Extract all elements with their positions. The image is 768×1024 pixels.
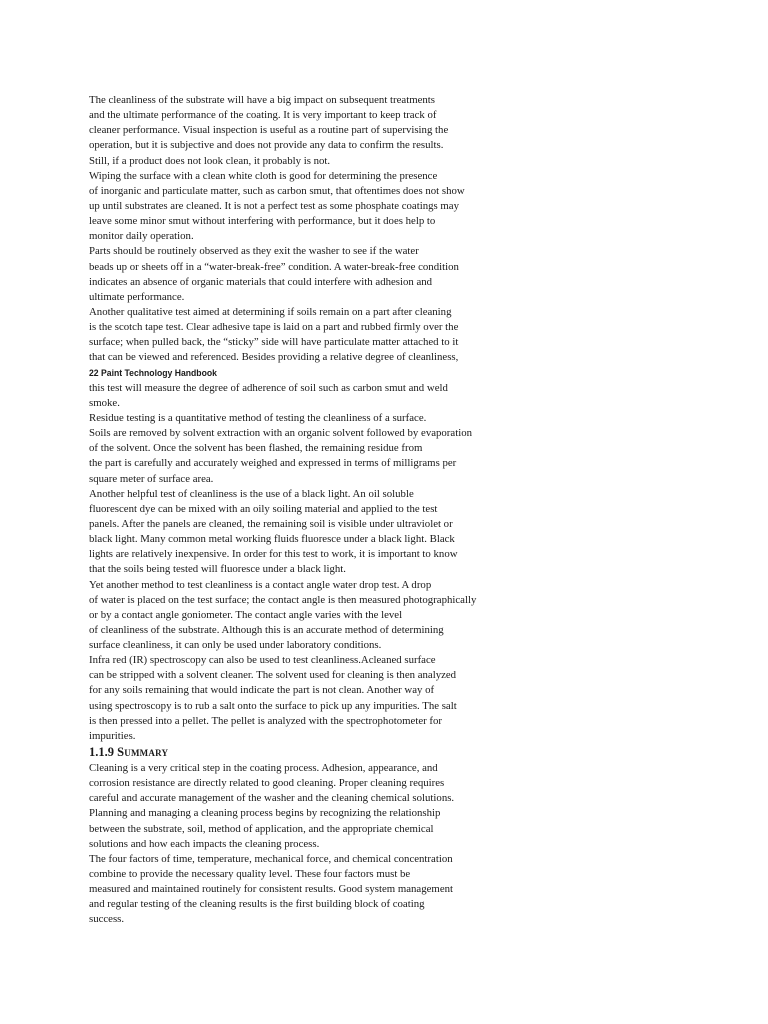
- text-line: ultimate performance.: [89, 290, 185, 303]
- text-line: that the soils being tested will fluoresce under a black light.: [89, 563, 346, 576]
- text-line: The four factors of time, temperature, mechanical force, and chemical concentration: [89, 852, 453, 865]
- section-heading: [89, 744, 539, 761]
- text-line: or by a contact angle goniometer. The contact angle varies with the level: [89, 608, 403, 621]
- section-number: 1.1.9: [89, 745, 114, 760]
- text-line: Wiping the surface with a clean white cloth is good for determining the presence: [89, 169, 438, 182]
- text-line: careful and accurate management of the washer and the cleaning chemical solutions.: [89, 792, 455, 805]
- text-line: is the scotch tape test. Clear adhesive tape is laid on a part and rubbed firmly over the: [89, 321, 459, 334]
- text-line: of inorganic and particulate matter, such as carbon smut, that oftentimes does not show: [89, 184, 465, 197]
- text-line: up until substrates are cleaned. It is not a perfect test as some phosphate coatings may: [89, 199, 459, 212]
- text-line: using spectroscopy is to rub a salt onto the surface to pick up any impurities. The salt: [89, 699, 457, 712]
- text-line: surface cleanliness, it can only be used under laboratory conditions.: [89, 639, 382, 652]
- text-line: Another helpful test of cleanliness is the use of a black light. An oil soluble: [89, 487, 414, 500]
- text-line: between the substrate, soil, method of application, and the appropriate chemical: [89, 822, 434, 835]
- text-line: black light. Many common metal working fluids fluoresce under a black light. Black: [89, 533, 455, 546]
- text-line: cleaner performance. Visual inspection is useful as a routine part of supervising the: [89, 124, 449, 137]
- text-line: Still, if a product does not look clean, it probably is not.: [89, 154, 331, 167]
- section-title: Summary: [117, 745, 169, 760]
- running-head: 22 Paint Technology Handbook: [89, 367, 217, 379]
- text-block-after-page-break: [89, 381, 539, 744]
- text-line: monitor daily operation.: [89, 230, 194, 243]
- text-line: solutions and how each impacts the cleaning process.: [89, 837, 320, 850]
- text-line: of the solvent. Once the solvent has been flashed, the remaining residue from: [89, 442, 423, 455]
- text-line: Yet another method to test cleanliness is a contact angle water drop test. A drop: [89, 578, 432, 591]
- text-line: fluorescent dye can be mixed with an oily soiling material and applied to the test: [89, 502, 438, 515]
- text-line: measured and maintained routinely for consistent results. Good system management: [89, 883, 454, 896]
- text-line: combine to provide the necessary quality level. These four factors must be: [89, 868, 411, 881]
- text-line: Soils are removed by solvent extraction with an organic solvent followed by evaporation: [89, 427, 472, 440]
- text-line: Residue testing is a quantitative method of testing the cleanliness of a surface.: [89, 411, 427, 424]
- text-line: corrosion resistance are directly related to good cleaning. Proper cleaning requires: [89, 777, 445, 790]
- text-line: for any soils remaining that would indicate the part is not clean. Another way of: [89, 684, 435, 697]
- text-line: Cleaning is a very critical step in the coating process. Adhesion, appearance, and: [89, 762, 438, 775]
- text-line: success.: [89, 913, 125, 926]
- document-page: [89, 93, 539, 928]
- text-line: and regular testing of the cleaning results is the first building block of coating: [89, 898, 425, 911]
- text-line: impurities.: [89, 729, 136, 742]
- text-line: the part is carefully and accurately weighed and expressed in terms of milligrams per: [89, 457, 457, 470]
- text-line: Planning and managing a cleaning process begins by recognizing the relationship: [89, 807, 441, 820]
- text-line: Another qualitative test aimed at determining if soils remain on a part after cleaning: [89, 305, 452, 318]
- text-line: panels. After the panels are cleaned, the remaining soil is visible under ultraviolet or: [89, 517, 453, 530]
- text-line: can be stripped with a solvent cleaner. The solvent used for cleaning is then analyzed: [89, 669, 457, 682]
- text-line: that can be viewed and referenced. Besides providing a relative degree of cleanliness,: [89, 351, 459, 364]
- text-line: Parts should be routinely observed as they exit the washer to see if the water: [89, 245, 419, 258]
- text-block-before-page-break: [89, 93, 539, 366]
- text-line: indicates an absence of organic materials that could interfere with adhesion and: [89, 275, 433, 288]
- text-line: beads up or sheets off in a “water-break-free” condition. A water-break-free condition: [89, 260, 459, 273]
- text-line: operation, but it is subjective and does not provide any data to confirm the results.: [89, 139, 444, 152]
- text-line: is then pressed into a pellet. The pellet is analyzed with the spectrophotometer for: [89, 714, 442, 727]
- text-line: square meter of surface area.: [89, 472, 214, 485]
- text-line: of cleanliness of the substrate. Although this is an accurate method of determining: [89, 623, 444, 636]
- text-line: surface; when pulled back, the “sticky” side will have particulate matter attached to it: [89, 336, 459, 349]
- text-line: leave some minor smut without interfering with performance, but it does help to: [89, 215, 436, 228]
- summary-text-block: [89, 761, 539, 928]
- text-line: of water is placed on the test surface; the contact angle is then measured photographically: [89, 593, 477, 606]
- text-line: this test will measure the degree of adherence of soil such as carbon smut and weld: [89, 381, 448, 394]
- text-line: Infra red (IR) spectroscopy can also be used to test cleanliness.Acleaned surface: [89, 654, 436, 667]
- text-line: The cleanliness of the substrate will have a big impact on subsequent treatments: [89, 94, 436, 106]
- text-line: smoke.: [89, 396, 120, 409]
- text-line: lights are relatively inexpensive. In order for this test to work, it is important to know: [89, 548, 458, 561]
- text-line: and the ultimate performance of the coating. It is very important to keep track of: [89, 109, 437, 122]
